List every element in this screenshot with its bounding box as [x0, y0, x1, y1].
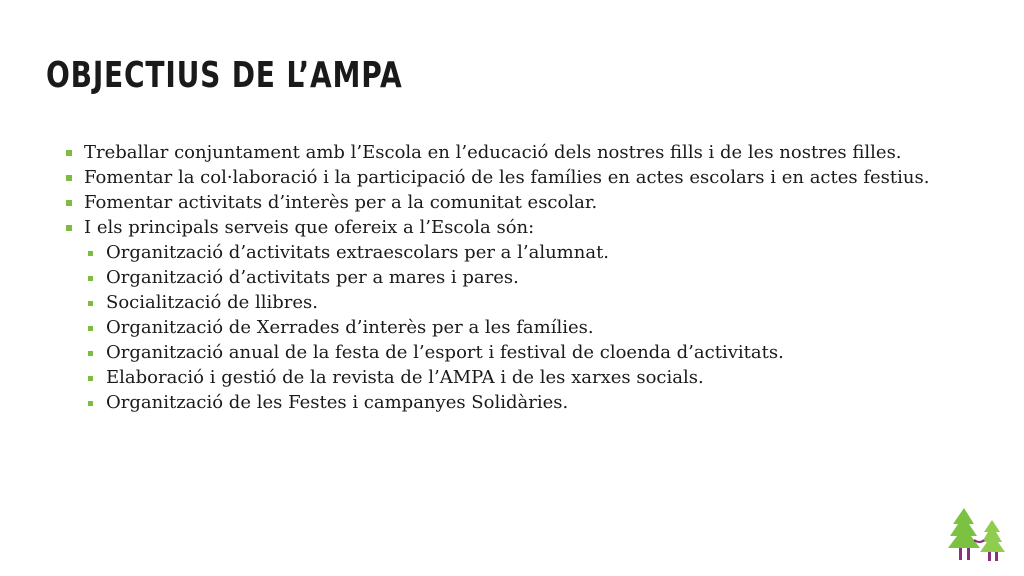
list-item — [66, 140, 966, 165]
bullet-icon — [66, 150, 72, 156]
sub-list-item — [88, 240, 966, 265]
sub-list-item — [88, 365, 966, 390]
list-item-text: Organització d’activitats extraescolars per a l’alumnat. — [106, 242, 610, 263]
small-figure-leg — [988, 552, 991, 561]
sub-list-item — [88, 340, 966, 365]
list-item-text: Fomentar activitats d’interès per a la comunitat escolar. — [84, 192, 598, 213]
bullet-icon — [66, 200, 72, 206]
sub-list-item — [88, 315, 966, 340]
slide-title: OBJECTIUS DE L’AMPA — [46, 55, 403, 96]
bullet-icon — [66, 175, 72, 181]
large-figure-leg — [959, 548, 962, 560]
sub-list-item — [88, 265, 966, 290]
small-figure-leg — [995, 552, 998, 561]
bullet-icon — [88, 276, 93, 281]
bullet-icon — [88, 376, 93, 381]
list-item-text: Organització de Xerrades d’interès per a les famílies. — [106, 317, 594, 338]
bullet-icon — [88, 326, 93, 331]
large-figure-leg — [967, 548, 970, 560]
sub-list-item — [88, 390, 966, 415]
bullet-list — [66, 140, 966, 415]
list-item — [66, 190, 966, 215]
list-item-text: Elaboració i gestió de la revista de l’AMPA i de les xarxes socials. — [106, 367, 704, 388]
list-item-text: Treballar conjuntament amb l’Escola en l’educació dels nostres fills i de les nostres filles. — [84, 142, 902, 163]
tree-family-logo-icon — [944, 504, 1012, 564]
slide-content — [66, 140, 966, 415]
bullet-icon — [88, 301, 93, 306]
list-item-text: Socialització de llibres. — [106, 292, 319, 313]
list-item — [66, 165, 966, 190]
list-item-text: Fomentar la col·laboració i la participació de les famílies en actes escolars i en actes festius. — [84, 167, 930, 188]
bullet-icon — [88, 251, 93, 256]
list-item-text: Organització d’activitats per a mares i pares. — [106, 267, 519, 288]
sub-list-item — [88, 290, 966, 315]
list-item — [66, 215, 966, 240]
list-item-text: Organització anual de la festa de l’esport i festival de cloenda d’activitats. — [106, 342, 784, 363]
list-item-text: I els principals serveis que ofereix a l’Escola són: — [84, 217, 535, 238]
list-item-text: Organització de les Festes i campanyes Solidàries. — [106, 392, 569, 413]
bullet-icon — [88, 351, 93, 356]
bullet-icon — [88, 401, 93, 406]
bullet-icon — [66, 225, 72, 231]
